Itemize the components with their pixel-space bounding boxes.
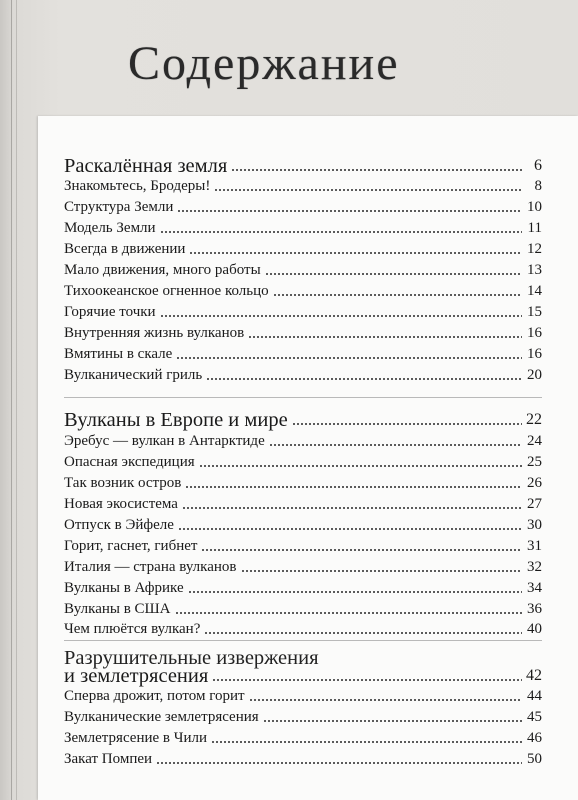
toc-section-title-line1: Разрушительные извержения (64, 647, 319, 669)
leader-dots (214, 189, 522, 191)
section-divider (64, 397, 542, 398)
toc-page-number: 44 (527, 688, 542, 704)
toc-entry[interactable] (64, 176, 542, 196)
toc-entry[interactable] (64, 452, 542, 472)
toc-page-number: 45 (527, 709, 542, 725)
toc-entry[interactable] (64, 218, 542, 238)
toc-entry-title: Горит, гаснет, гибнет (64, 538, 198, 554)
toc-entry[interactable] (64, 344, 542, 364)
section-divider (64, 640, 542, 641)
leader-dots (178, 528, 522, 530)
toc-entry[interactable] (64, 260, 542, 280)
spine-line (11, 0, 12, 800)
leader-dots (160, 315, 522, 317)
toc-entry[interactable] (64, 686, 542, 706)
toc-entry[interactable] (64, 515, 542, 535)
toc-entry[interactable] (64, 323, 542, 343)
toc-section-title: и землетрясения (64, 665, 209, 687)
toc-entry-title: Закат Помпеи (64, 751, 153, 767)
leader-dots (206, 378, 522, 380)
toc-entry-title: Сперва дрожит, потом горит (64, 688, 245, 704)
toc-entry[interactable] (64, 599, 542, 619)
toc-page-number: 22 (526, 411, 542, 428)
toc-entry-title: Мало движения, много работы (64, 262, 261, 278)
leader-dots (211, 741, 522, 743)
toc-entry[interactable] (64, 536, 542, 556)
toc-entry[interactable] (64, 749, 542, 769)
toc-page-number: 13 (527, 262, 542, 278)
leader-dots (231, 169, 522, 171)
toc-entry-title: Новая экосистема (64, 496, 178, 512)
leader-dots (185, 486, 522, 488)
toc-page-number: 16 (527, 346, 542, 362)
toc-entry[interactable] (64, 281, 542, 301)
toc-entry[interactable] (64, 473, 542, 493)
toc-section-row[interactable] (64, 156, 542, 176)
toc-entry[interactable] (64, 728, 542, 748)
toc-page-number: 42 (526, 667, 542, 684)
toc-entry-title: Модель Земли (64, 220, 156, 236)
toc-page-number: 31 (527, 538, 542, 554)
leader-dots (160, 231, 522, 233)
leader-dots (269, 444, 522, 446)
toc-entry[interactable] (64, 557, 542, 577)
toc-entry-title: Вулканический гриль (64, 367, 203, 383)
leader-dots (199, 465, 522, 467)
toc-entry-title: Тихоокеанское огненное кольцо (64, 283, 269, 299)
toc-entry[interactable] (64, 578, 542, 598)
page-title: Содержание (128, 37, 400, 90)
toc-page-number: 16 (527, 325, 542, 341)
leader-dots (265, 273, 522, 275)
toc-entry-title: Так возник остров (64, 475, 182, 491)
toc-page-number: 15 (527, 304, 542, 320)
toc-entry[interactable] (64, 431, 542, 451)
leader-dots (249, 699, 522, 701)
toc-entry[interactable] (64, 197, 542, 217)
toc-entry-title: Знакомьтесь, Бродеры! (64, 178, 211, 194)
leader-dots (273, 294, 522, 296)
toc-page-number: 12 (527, 241, 542, 257)
leader-dots (176, 357, 522, 359)
toc-page-number: 8 (534, 178, 542, 194)
toc-page-number: 11 (527, 220, 542, 236)
leader-dots (182, 507, 522, 509)
leader-dots (188, 591, 522, 593)
spine-line-inner (16, 0, 17, 800)
leader-dots (212, 679, 522, 681)
toc-page-number: 20 (527, 367, 542, 383)
toc-entry-title: Землетрясение в Чили (64, 730, 208, 746)
toc-entry-title: Вулканы в Африке (64, 580, 184, 596)
toc-entry-title: Вулканы в США (64, 601, 171, 617)
toc-page-number: 26 (527, 475, 542, 491)
leader-dots (263, 720, 522, 722)
toc-entry-title: Италия — страна вулканов (64, 559, 237, 575)
toc-page-number: 27 (527, 496, 542, 512)
leader-dots (241, 570, 523, 572)
toc-entry[interactable] (64, 365, 542, 385)
toc-entry[interactable] (64, 239, 542, 259)
toc-page-number: 25 (527, 454, 542, 470)
toc-page-number: 46 (527, 730, 542, 746)
toc-entry-title: Всегда в движении (64, 241, 186, 257)
toc-page-number: 50 (527, 751, 542, 767)
toc-entry[interactable] (64, 707, 542, 727)
toc-entry[interactable] (64, 302, 542, 322)
toc-page-number: 36 (527, 601, 542, 617)
toc-page-number: 30 (527, 517, 542, 533)
toc-section-row[interactable] (64, 666, 542, 686)
toc-page-number: 6 (534, 157, 542, 174)
toc-entry[interactable] (64, 494, 542, 514)
toc-page-number: 24 (527, 433, 542, 449)
toc-entry-title: Горячие точки (64, 304, 156, 320)
toc-section-title: Вулканы в Европе и мире (64, 409, 288, 431)
leader-dots (248, 336, 522, 338)
toc-entry-title: Отпуск в Эйфеле (64, 517, 174, 533)
toc-section-row[interactable] (64, 410, 542, 430)
toc-page-number: 10 (527, 199, 542, 215)
toc-entry-title: Чем плюётся вулкан? (64, 621, 201, 637)
toc-entry-title: Эребус — вулкан в Антарктиде (64, 433, 265, 449)
toc-entry[interactable] (64, 619, 542, 639)
toc-entry-title: Вулканические землетрясения (64, 709, 259, 725)
toc-section-title: Раскалённая земля (64, 155, 228, 177)
toc-entry-title: Внутренняя жизнь вулканов (64, 325, 245, 341)
toc-entry-title: Вмятины в скале (64, 346, 173, 362)
toc-page-number: 14 (527, 283, 542, 299)
toc-entry-title: Опасная экспедиция (64, 454, 195, 470)
leader-dots (177, 210, 522, 212)
leader-dots (292, 423, 522, 425)
leader-dots (204, 632, 522, 634)
toc-entry-title: Структура Земли (64, 199, 174, 215)
toc-page-number: 34 (527, 580, 542, 596)
toc-page-number: 32 (527, 559, 542, 575)
leader-dots (189, 252, 522, 254)
leader-dots (156, 762, 522, 764)
leader-dots (175, 612, 522, 614)
toc-page-number: 40 (527, 621, 542, 637)
leader-dots (201, 549, 522, 551)
